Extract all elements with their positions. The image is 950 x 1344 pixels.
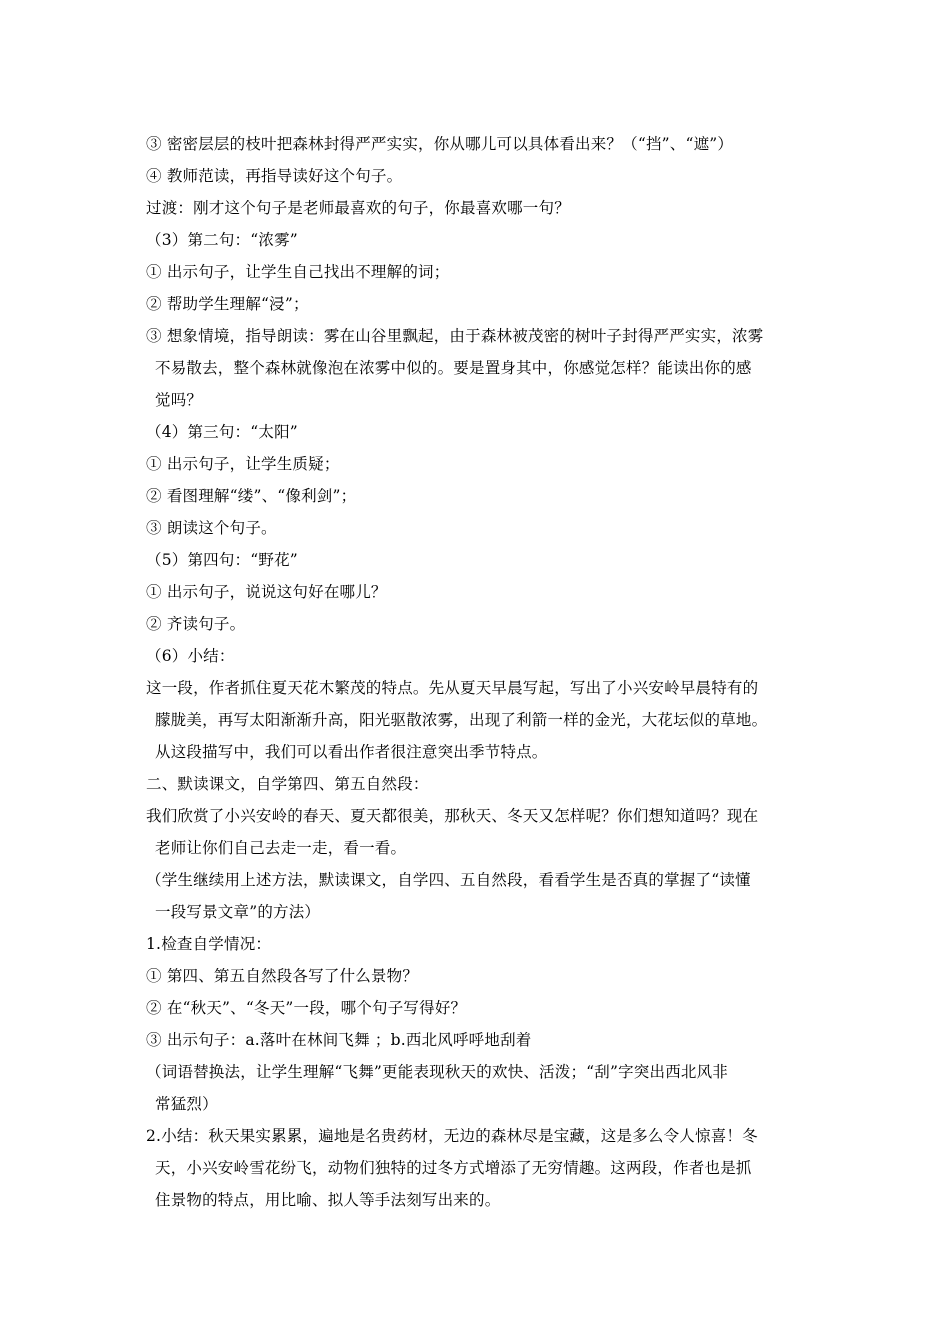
text-line: 2.小结：秋天果实累累，遍地是名贵药材，无边的森林尽是宝藏，这是多么令人惊喜！冬 — [146, 1127, 758, 1145]
text-line: ② 帮助学生理解“浸”； — [146, 295, 309, 313]
document-body — [146, 128, 826, 1216]
text-line: 住景物的特点，用比喻、拟人等手法刻写出来的。 — [155, 1191, 501, 1209]
text-line: （4）第三句：“太阳” — [146, 423, 298, 441]
text-line: ② 在“秋天”、“冬天”一段，哪个句子写得好？ — [146, 999, 467, 1017]
text-line: ④ 教师范读，再指导读好这个句子。 — [146, 167, 403, 185]
text-line: 老师让你们自己去走一走，看一看。 — [155, 839, 407, 857]
text-line: 天，小兴安岭雪花纷飞，动物们独特的过冬方式增添了无穷情趣。这两段，作者也是抓 — [155, 1159, 752, 1177]
text-line: ① 出示句子，让学生质疑； — [146, 455, 340, 473]
text-line: 1.检查自学情况： — [146, 935, 272, 953]
text-line: ② 齐读句子。 — [146, 615, 246, 633]
text-line: （5）第四句：“野花” — [146, 551, 298, 569]
text-line: （词语替换法，让学生理解“飞舞”更能表现秋天的欢快、活泼；“刮”字突出西北风非 — [146, 1063, 728, 1081]
text-line: ③ 密密层层的枝叶把森林封得严严实实，你从哪儿可以具体看出来？（“挡”、“遮”） — [146, 135, 734, 153]
text-line: ③ 出示句子：a.落叶在林间飞舞 ；b.西北风呼呼地刮着 — [146, 1031, 532, 1049]
text-line: 觉吗？ — [155, 391, 203, 409]
text-line: 从这段描写中，我们可以看出作者很注意突出季节特点。 — [155, 743, 548, 761]
text-line: ③ 想象情境，指导朗读：雾在山谷里飘起，由于森林被茂密的树叶子封得严严实实，浓雾 — [146, 327, 764, 345]
text-line: 我们欣赏了小兴安岭的春天、夏天都很美，那秋天、冬天又怎样呢？你们想知道吗？现在 — [146, 807, 759, 825]
text-line: （3）第二句：“浓雾” — [146, 231, 298, 249]
text-line: 不易散去，整个森林就像泡在浓雾中似的。要是置身其中，你感觉怎样？能读出你的感 — [155, 359, 752, 377]
text-line: 二、默读课文，自学第四、第五自然段： — [146, 775, 429, 793]
text-line: （6）小结： — [146, 647, 235, 665]
text-line: ② 看图理解“缕”、“像利剑”； — [146, 487, 357, 505]
text-line: 常猛烈） — [155, 1095, 218, 1113]
text-line: ① 出示句子，说说这句好在哪儿？ — [146, 583, 387, 601]
text-line: 朦胧美，再写太阳渐渐升高，阳光驱散浓雾，出现了利箭一样的金光，大花坛似的草地。 — [155, 711, 768, 729]
text-line: （学生继续用上述方法，默读课文，自学四、五自然段，看看学生是否真的掌握了“读懂 — [146, 871, 751, 889]
text-line: ① 第四、第五自然段各写了什么景物？ — [146, 967, 419, 985]
text-line: ③ 朗读这个句子。 — [146, 519, 277, 537]
text-line: ① 出示句子，让学生自己找出不理解的词； — [146, 263, 450, 281]
text-line: 过渡：刚才这个句子是老师最喜欢的句子，你最喜欢哪一句？ — [146, 199, 570, 217]
text-line: 一段写景文章”的方法） — [155, 903, 321, 921]
text-line: 这一段，作者抓住夏天花木繁茂的特点。先从夏天早晨写起，写出了小兴安岭早晨特有的 — [146, 679, 759, 697]
